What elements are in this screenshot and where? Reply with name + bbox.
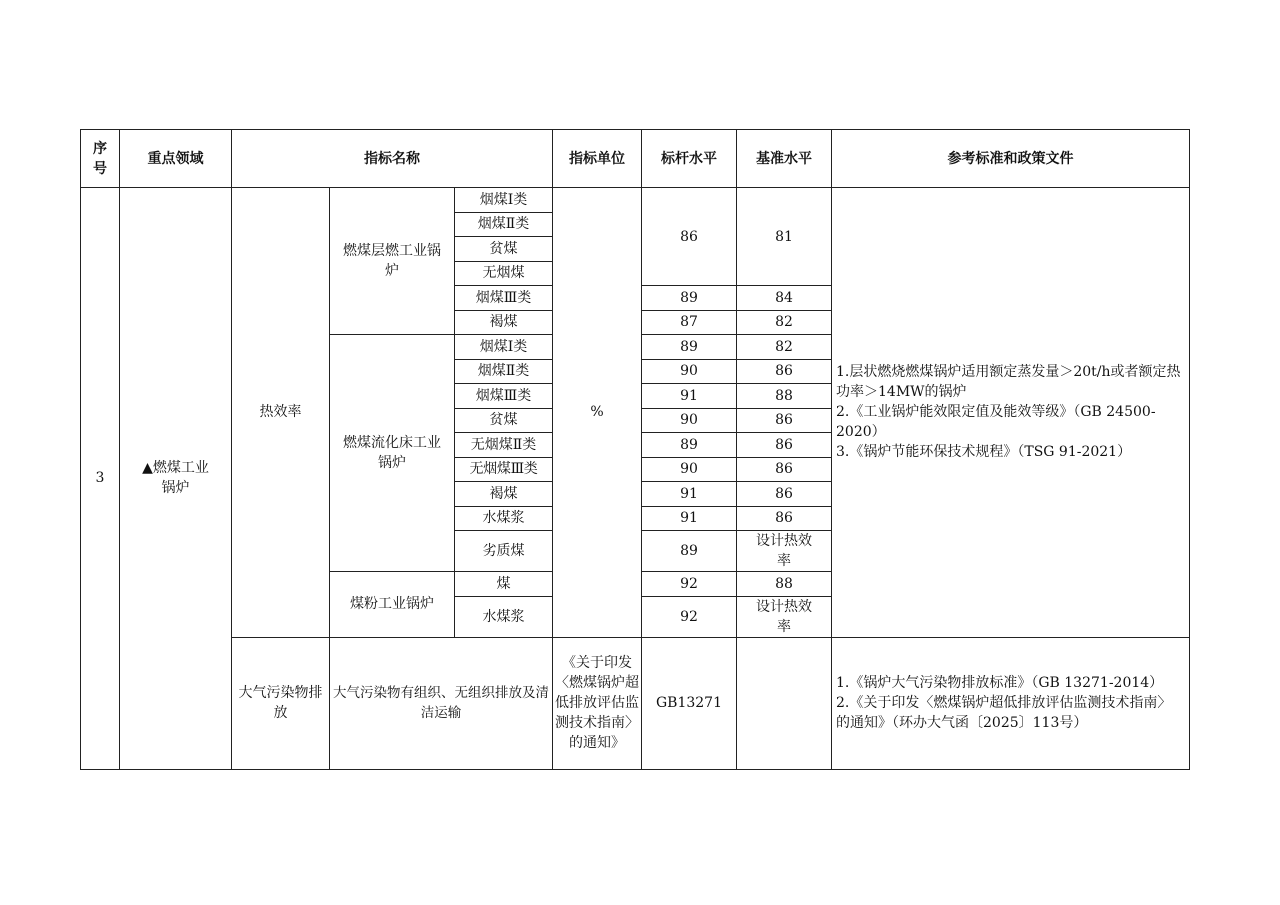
coal-type: 烟煤Ⅱ类 xyxy=(455,359,553,384)
unit-cell: % xyxy=(553,188,642,638)
metric-pollution xyxy=(232,637,330,769)
baseline-value: 88 xyxy=(737,572,832,597)
baseline-value xyxy=(737,596,832,637)
pollution-baseline xyxy=(737,637,832,769)
benchmark-value: 91 xyxy=(642,482,737,507)
group-name-text: 燃煤流化床工业锅炉 xyxy=(343,435,441,471)
header-unit: 指标单位 xyxy=(553,130,642,188)
header-indicator: 指标名称 xyxy=(232,130,553,188)
benchmark-value: 91 xyxy=(642,384,737,409)
baseline-value: 81 xyxy=(737,188,832,286)
coal-type: 贫煤 xyxy=(455,237,553,262)
baseline-value: 82 xyxy=(737,335,832,360)
baseline-text: 设计热效率 xyxy=(756,533,812,569)
reference-line: 2.《工业锅炉能效限定值及能效等级》（GB 24500-2020） xyxy=(836,404,1156,441)
group-name-text: 燃煤层燃工业锅炉 xyxy=(343,243,441,279)
header-field: 重点领域 xyxy=(120,130,232,188)
baseline-value: 86 xyxy=(737,359,832,384)
seq-cell: 3 xyxy=(81,188,120,770)
pollution-unit xyxy=(553,637,642,769)
pollution-benchmark: GB13271 xyxy=(642,637,737,769)
benchmark-value: 92 xyxy=(642,596,737,637)
coal-type: 劣质煤 xyxy=(455,531,553,572)
benchmark-value: 89 xyxy=(642,433,737,458)
benchmark-value: 89 xyxy=(642,335,737,360)
group-name xyxy=(330,188,455,335)
coal-type: 水煤浆 xyxy=(455,596,553,637)
coal-type: 无烟煤Ⅲ类 xyxy=(455,457,553,482)
pollution-unit-text: 《关于印发〈燃煤锅炉超低排放评估监测技术指南〉的通知》 xyxy=(555,655,639,751)
metric-thermal: 热效率 xyxy=(232,188,330,638)
header-row xyxy=(81,130,1190,188)
group-name xyxy=(330,335,455,572)
benchmark-value: 90 xyxy=(642,359,737,384)
field-text: ▲燃煤工业锅炉 xyxy=(142,460,209,497)
coal-type: 烟煤Ⅱ类 xyxy=(455,212,553,237)
pollution-reference xyxy=(832,637,1190,769)
coal-type: 烟煤Ⅰ类 xyxy=(455,188,553,213)
reference-line: 1.层状燃烧燃煤锅炉适用额定蒸发量＞20t/h或者额定热功率＞14MW的锅炉 xyxy=(836,364,1181,401)
table-row xyxy=(81,637,1190,769)
benchmark-value: 87 xyxy=(642,310,737,335)
coal-type: 贫煤 xyxy=(455,408,553,433)
pollution-indicator: 大气污染物有组织、无组织排放及清洁运输 xyxy=(330,637,553,769)
coal-type: 水煤浆 xyxy=(455,506,553,531)
reference-line: 2.《关于印发〈燃煤锅炉超低排放评估监测技术指南〉的通知》（环办大气函〔2025〕113号） xyxy=(836,695,1172,731)
header-baseline: 基准水平 xyxy=(737,130,832,188)
baseline-value: 82 xyxy=(737,310,832,335)
coal-type: 煤 xyxy=(455,572,553,597)
benchmark-value: 86 xyxy=(642,188,737,286)
baseline-text: 设计热效率 xyxy=(756,598,812,635)
coal-type: 无烟煤 xyxy=(455,261,553,286)
table-row xyxy=(81,188,1190,213)
coal-type: 无烟煤Ⅱ类 xyxy=(455,433,553,458)
standards-table xyxy=(80,129,1190,770)
benchmark-value: 90 xyxy=(642,457,737,482)
reference-cell xyxy=(832,188,1190,638)
coal-type: 褐煤 xyxy=(455,482,553,507)
baseline-value: 86 xyxy=(737,506,832,531)
metric-pollution-text: 大气污染物排放 xyxy=(238,685,323,721)
group-name: 煤粉工业锅炉 xyxy=(330,572,455,638)
baseline-value: 86 xyxy=(737,482,832,507)
reference-line: 3.《锅炉节能环保技术规程》（TSG 91-2021） xyxy=(836,444,1132,461)
benchmark-value: 89 xyxy=(642,531,737,572)
baseline-value: 86 xyxy=(737,408,832,433)
header-benchmark: 标杆水平 xyxy=(642,130,737,188)
benchmark-value: 92 xyxy=(642,572,737,597)
header-seq-text: 序 号 xyxy=(93,140,107,177)
reference-line: 1.《锅炉大气污染物排放标准》（GB 13271-2014） xyxy=(836,675,1164,691)
field-cell xyxy=(120,188,232,770)
baseline-value: 84 xyxy=(737,286,832,311)
benchmark-value: 91 xyxy=(642,506,737,531)
benchmark-value: 90 xyxy=(642,408,737,433)
baseline-value: 86 xyxy=(737,433,832,458)
baseline-value xyxy=(737,531,832,572)
coal-type: 烟煤Ⅲ类 xyxy=(455,286,553,311)
header-reference: 参考标准和政策文件 xyxy=(832,130,1190,188)
header-seq xyxy=(81,130,120,188)
coal-type: 烟煤Ⅲ类 xyxy=(455,384,553,409)
coal-type: 烟煤Ⅰ类 xyxy=(455,335,553,360)
benchmark-value: 89 xyxy=(642,286,737,311)
baseline-value: 86 xyxy=(737,457,832,482)
baseline-value: 88 xyxy=(737,384,832,409)
coal-type: 褐煤 xyxy=(455,310,553,335)
